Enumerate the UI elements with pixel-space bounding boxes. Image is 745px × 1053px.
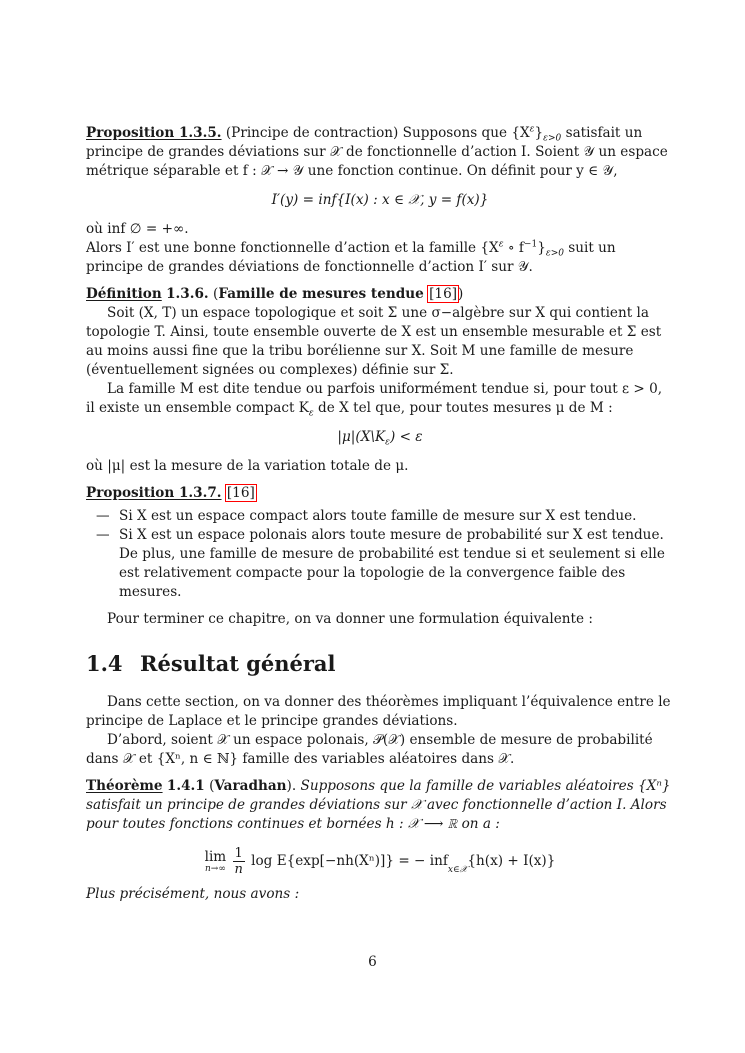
prop-conclusion: Alors I′ est une bonne fonctionnelle d’action et la famille {$X^\varepsilon$ ∘ $f^{-1}\}_{\varepsilon>0}$ suit un principe de grandes déviations de fonctionnelle d’action I′ sur 𝒴. [86,239,616,275]
proposition-label: Proposition 1.3.7. [86,485,222,501]
display-formula: $|\mu|(X\backslash K_\varepsilon) < \varepsilon$ [337,429,423,448]
formula-text: log E{exp[−nh(Xⁿ)]} = − inf [251,853,448,869]
prop-text: (Principe de contraction) Supposons que {X [225,125,530,141]
def-text: La famille M est dite tendue ou parfois uniformément tendue si, pour tout ε > 0, il existe un ensemble compact K [86,381,663,416]
formula-text: {h(x) + I(x)} [467,853,556,869]
dash: — [96,508,110,524]
paren: ) [458,286,464,302]
prop-text: satisfait un principe de grandes déviations sur 𝒳 de fonctionnelle d’action I. Soient 𝒴 un espace métrique séparable et f : 𝒳 → 𝒴 une fonction continue. On définit pour y ∈ 𝒴, [86,125,668,179]
citation-link[interactable]: [16] [429,286,458,302]
page-number: 6 [368,954,377,970]
definition-number: 1.3.6. [166,286,209,302]
theorem-1-4-1 [86,777,674,834]
proposition-label: Proposition 1.3.5. [86,125,222,141]
list-item-text: Si X est un espace polonais alors toute mesure de probabilité sur X est tendue. De plus, une famille de mesure de probabilité est tendue si et seulement si elle est relativement compacte pour la topologie de la convergence faible des mesures. [119,527,665,600]
after-text: Plus précisément, nous avons : [86,886,300,902]
definition-label: Définition [86,286,162,302]
varadhan-formula [86,846,674,877]
prop-text: ∘ f [503,240,524,256]
closing-text: Pour terminer ce chapitre, on va donner une formulation équivalente : [107,611,593,627]
prop-text: Alors I′ est une bonne fonctionnelle d’action et la famille {X [86,240,499,256]
paren: ( [209,778,215,794]
theorem-number: 1.4.1 [166,778,205,794]
def-text: de X tel que, pour toutes mesures μ de M : [313,400,613,416]
proposition-list [86,507,674,602]
section-title: Résultat général [140,651,336,676]
citation-link[interactable]: [16] [226,485,255,501]
theorem-statement: Supposons que la famille de variables aléatoires {Xⁿ} satisfait un principe de grandes déviations sur 𝒳 avec fonctionnelle d’action I. Alors pour toutes fonctions continues et bornées h : 𝒳 ⟶ ℝ on a : [86,778,671,832]
definition-para: Soit (X, T) un espace topologique et soit Σ une σ−algèbre sur X qui contient la topologie T. Ainsi, toute ensemble ouverte de X est un ensemble mesurable et Σ est au moins aussi fine que la tribu borélienne sur X. Soit M une famille de mesure (éventuellement signées ou complexes) définie sur Σ. [86,305,662,378]
inf-sub-text: x∈𝒳 [447,864,468,875]
display-formula: I′(y) = inf{I(x) : x ∈ 𝒳, y = f(x)} [271,192,489,208]
theorem-name: Varadhan [214,778,287,794]
proposition-1-3-7 [86,484,674,503]
theorem-label: Théorème [86,778,163,794]
definition-para: La famille M est dite tendue ou parfois uniformément tendue si, pour tout ε > 0, il existe un ensemble compact $K_\varepsilon$ de X tel que, pour toutes mesures μ de M : [86,381,663,419]
proposition-1-3-5: Proposition 1.3.5. (Principe de contraction) Supposons que $\{X^\varepsilon\}_{\varepsilon>0}$ satisfait un principe de grandes déviations sur 𝒳 de fonctionnelle d’action I. Soient 𝒴 un espace métrique séparable et f : 𝒳 → 𝒴 une fonction continue. On définit pour y ∈ 𝒴, [86,124,668,179]
section-heading [86,651,674,677]
prop-text: suit un principe de grandes déviations de fonctionnelle d’action I′ sur 𝒴. [86,240,616,275]
list-item-text: Si X est un espace compact alors toute famille de mesure sur X est tendue. [119,508,637,524]
lim-sub: n→∞ [204,863,226,874]
denominator: n [234,862,243,877]
definition-title: Famille de mesures tendue [218,286,424,302]
section-para: D’abord, soient 𝒳 un espace polonais, 𝒫(𝒳) ensemble de mesure de probabilité dans 𝒳 et {Xⁿ, n ∈ ℕ} famille des variables aléatoires dans 𝒳. [86,732,653,767]
list-item [86,526,674,602]
prop-text: } [534,125,544,141]
definition-1-3-6-heading [86,285,674,304]
inf-note: où inf ∅ = +∞. [86,221,189,237]
formula-text: |μ|(X\K [337,429,386,445]
list-item [86,507,674,526]
prop-text: } [537,240,546,256]
section-para: Dans cette section, on va donner des théorèmes impliquant l’équivalence entre le principe de Laplace et le principe grandes déviations. [86,694,671,729]
formula-text: ) < ε [389,429,423,445]
fraction [233,846,245,877]
paren: ). [286,778,297,794]
paren: ( [213,286,219,302]
theorem-after [86,885,674,904]
dash: — [96,527,110,543]
numerator: 1 [234,846,243,861]
page-body [86,124,674,904]
section-number: 1.4 [86,651,123,676]
limit [205,850,227,874]
variation-note: où |μ| est la mesure de la variation totale de μ. [86,458,409,474]
lim-text: lim [204,848,227,865]
inf-sub [448,849,467,875]
